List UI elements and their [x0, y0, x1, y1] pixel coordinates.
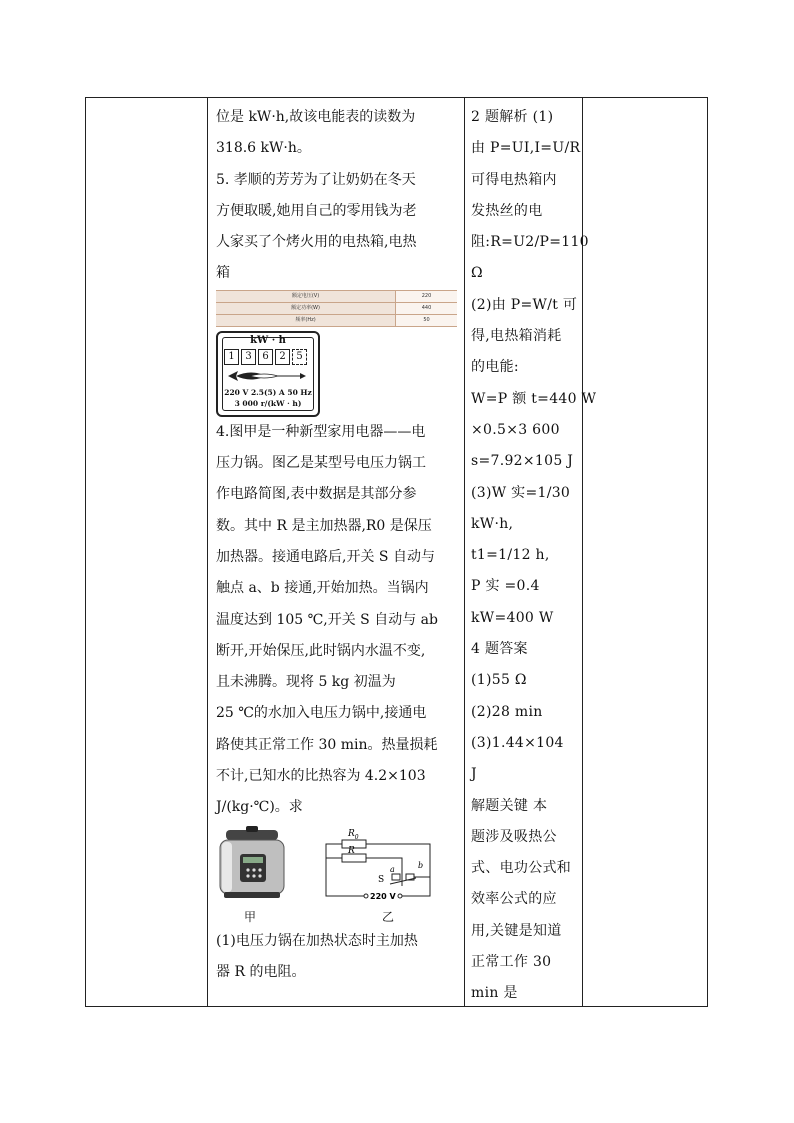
- label-r: R: [348, 845, 355, 856]
- text-line: 2 题解析 (1): [471, 109, 554, 125]
- label-a: a: [390, 864, 395, 874]
- text-line: 5. 孝顺的芳芳为了让奶奶在冬天: [216, 171, 416, 188]
- text-line: 数。其中 R 是主加热器,R0 是保压: [216, 517, 432, 534]
- text-line: 4 题答案: [471, 641, 528, 658]
- spec-value: 50: [396, 314, 457, 326]
- figures-row: [216, 826, 461, 926]
- meter-digit: 2: [275, 349, 290, 365]
- text-line: 25 ℃的水加入电压力锅中,接通电: [216, 705, 427, 722]
- meter-spec: 220 V 2.5(5) A 50 Hz 3 000 r/(kW · h): [224, 387, 312, 408]
- text-line: min 是: [471, 985, 518, 1002]
- text-line: 4.图甲是一种新型家用电器——电: [216, 423, 426, 440]
- text-line: ×0.5×3 600: [471, 421, 560, 438]
- text-line: t1=1/12 h,: [471, 547, 550, 564]
- text-line: 方便取暖,她用自己的零用钱为老: [216, 202, 417, 219]
- text-line: (3)1.44×104: [471, 734, 564, 751]
- text-line: (1)55 Ω: [471, 672, 527, 689]
- text-line: 压力锅。图乙是某型号电压力锅工: [216, 455, 426, 472]
- meter-digit: 1: [224, 349, 239, 365]
- text-line: J/(kg·℃)。求: [216, 799, 303, 816]
- text-line: 由 P=UI,I=U/R: [471, 140, 581, 157]
- text-line: 路使其正常工作 30 min。热量损耗: [216, 736, 438, 753]
- text-line: 可得电热箱内: [471, 171, 557, 188]
- spec-label: 频率(Hz): [216, 314, 396, 326]
- text-line: 断开,开始保压,此时锅内水温不变,: [216, 642, 426, 659]
- text-line: kW=400 W: [471, 609, 554, 626]
- text-line: kW·h,: [471, 515, 514, 532]
- text-line: 解题关键 本: [471, 797, 548, 814]
- text-line: 作电路简图,表中数据是其部分参: [216, 486, 417, 503]
- text-line: 触点 a、b 接通,开始加热。当锅内: [216, 580, 429, 597]
- text-line: 加热器。接通电路后,开关 S 自动与: [216, 548, 435, 565]
- label-b: b: [418, 860, 424, 870]
- text-line: 正常工作 30: [471, 954, 552, 971]
- figure-label-jia: 甲: [244, 909, 257, 924]
- column-divider: [464, 98, 465, 1006]
- text-line: s=7.92×105 J: [471, 453, 574, 470]
- text-line: W=P 额 t=440 W: [471, 390, 597, 407]
- text-line: Ω: [471, 265, 483, 282]
- table-row: [216, 290, 457, 302]
- text-line: 效率公式的应: [471, 891, 557, 908]
- meter-disc-icon: [226, 369, 306, 383]
- text-line: (2)28 min: [471, 703, 543, 720]
- text-line: 温度达到 105 ℃,开关 S 自动与 ab: [216, 611, 438, 628]
- meter-digit: 3: [241, 349, 256, 365]
- spec-table: [216, 290, 457, 327]
- text-line: J: [471, 766, 477, 783]
- text-line: 318.6 kW·h。: [216, 140, 311, 157]
- label-voltage: 220 V: [370, 891, 396, 901]
- text-line: 发热丝的电: [471, 202, 543, 219]
- table-row: [216, 302, 457, 314]
- text-line: 人家买了个烤火用的电热箱,电热: [216, 234, 417, 251]
- text-line: 用,关键是知道: [471, 922, 562, 939]
- text-line: (3)W 实=1/30: [471, 484, 571, 501]
- spec-value: 220: [396, 290, 457, 302]
- text-line: P 实 =0.4: [471, 578, 540, 595]
- pressure-cooker-image: [216, 826, 288, 906]
- circuit-diagram: [320, 826, 436, 910]
- text-line: 阻:R=U2/P=110: [471, 234, 589, 251]
- figure-label-yi: 乙: [382, 909, 395, 924]
- text-line: 得,电热箱消耗: [471, 328, 562, 345]
- label-s: S: [378, 874, 385, 885]
- text-line: 器 R 的电阻。: [216, 963, 306, 980]
- text-line: 式、电功公式和: [471, 860, 572, 877]
- text-line: (2)由 P=W/t 可: [471, 296, 578, 313]
- column-divider: [207, 98, 208, 1006]
- text-line: 位是 kW·h,故该电能表的读数为: [216, 109, 416, 125]
- label-r0: $R_0$: [348, 828, 359, 841]
- meter-unit: kW · h: [250, 334, 286, 346]
- meter-digit: 6: [258, 349, 273, 365]
- spec-value: 440: [396, 302, 457, 314]
- spec-label: 额定功率(W): [216, 302, 396, 314]
- meter-digits: [224, 349, 309, 365]
- electric-meter-figure: [216, 331, 320, 417]
- problem-column: [216, 102, 461, 988]
- meter-digit-decimal: 5: [292, 349, 307, 365]
- text-line: 箱: [216, 265, 230, 282]
- answer-column: [471, 102, 597, 1010]
- text-line: (1)电压力锅在加热状态时主加热: [216, 932, 418, 949]
- content-table: [85, 97, 708, 1007]
- text-line: 且未沸腾。现将 5 kg 初温为: [216, 674, 396, 691]
- text-line: 不计,已知水的比热容为 4.2×103: [216, 768, 426, 785]
- spec-label: 额定电压(V): [216, 290, 396, 302]
- text-line: 的电能:: [471, 359, 519, 376]
- table-row: [216, 314, 457, 326]
- text-line: 题涉及吸热公: [471, 828, 557, 845]
